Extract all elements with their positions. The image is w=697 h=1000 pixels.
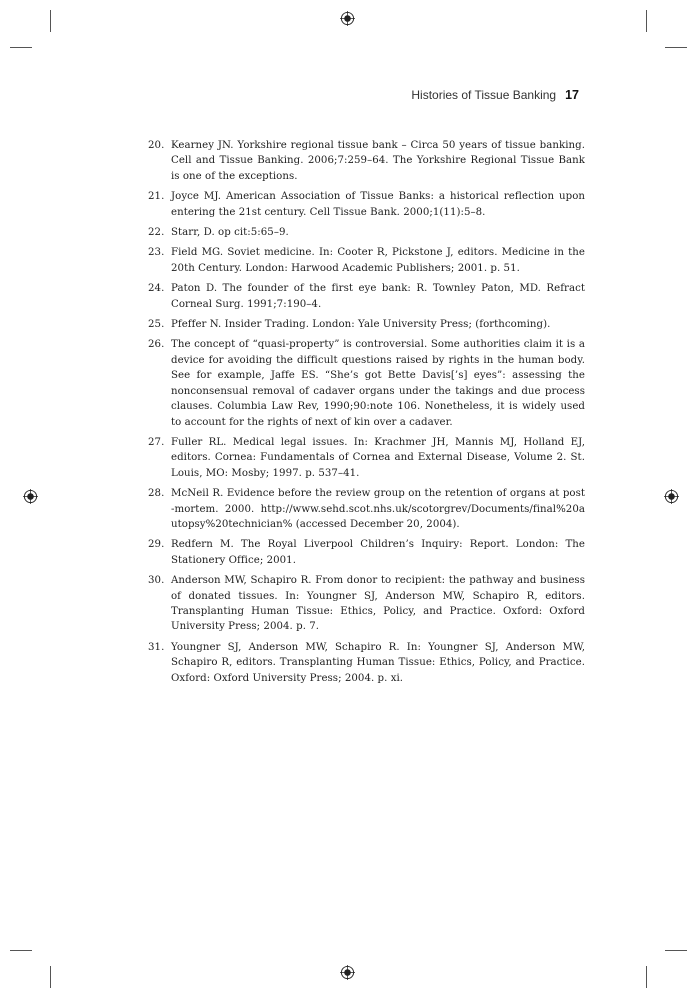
reference-item bbox=[148, 317, 585, 332]
reference-text: Fuller RL. Medical legal issues. In: Krachmer JH, Mannis MJ, Holland EJ, editors. Cornea: Fundamentals of Cornea and External Disease, Volume 2. St. Louis, MO: Mosby; 1997. p. 537–41. bbox=[171, 436, 585, 479]
reference-number: 25. bbox=[148, 319, 165, 331]
running-title: Histories of Tissue Banking bbox=[411, 88, 557, 102]
registration-mark-icon bbox=[664, 489, 679, 504]
reference-item bbox=[148, 138, 585, 184]
crop-mark-bottom-left-h bbox=[10, 950, 32, 951]
reference-number: 29. bbox=[148, 539, 165, 551]
reference-item bbox=[148, 189, 585, 220]
crop-mark-top-left-h bbox=[10, 47, 32, 48]
reference-item bbox=[148, 640, 585, 686]
reference-number: 22. bbox=[148, 227, 165, 239]
crop-mark-bottom-right bbox=[646, 966, 647, 988]
reference-text: Pfeffer N. Insider Trading. London: Yale University Press; (forthcoming). bbox=[171, 319, 551, 331]
reference-item bbox=[148, 435, 585, 481]
reference-number: 24. bbox=[148, 283, 165, 295]
reference-text: The concept of “quasi-property” is controversial. Some authorities claim it is a device for avoiding the difficult questions raised by rights in the human body. See for example, Jaffe ES. “She’s got Bette Davis[’s] eyes”: assessing the nonconsensual removal of cadaver organs under the takings and due process clauses. Columbia Law Rev, 1990;90:note 106. Nonetheless, it is widely used to account for the rights of next of kin over a cadaver. bbox=[171, 339, 585, 428]
reference-item bbox=[148, 337, 585, 429]
reference-text: Field MG. Soviet medicine. In: Cooter R, Pickstone J, editors. Medicine in the 20th Century. London: Harwood Academic Publishers; 2001. p. 51. bbox=[171, 247, 585, 274]
reference-text: Starr, D. op cit:5:65–9. bbox=[171, 227, 289, 239]
reference-text: Anderson MW, Schapiro R. From donor to recipient: the pathway and business of donated tissues. In: Youngner SJ, Anderson MW, Schapiro R, editors. Transplanting Human Tissue: Ethics, Policy, and Practice. Oxford: Oxford University Press; 2004. p. 7. bbox=[171, 575, 585, 633]
reference-item bbox=[148, 245, 585, 276]
reference-number: 30. bbox=[148, 575, 165, 587]
reference-text: Joyce MJ. American Association of Tissue Banks: a historical reflection upon entering the 21st century. Cell Tissue Bank. 2000;1(11):5–8. bbox=[171, 191, 585, 218]
crop-mark-top-right-h bbox=[665, 47, 687, 48]
reference-number: 31. bbox=[148, 641, 165, 653]
reference-number: 23. bbox=[148, 247, 165, 259]
reference-item bbox=[148, 573, 585, 635]
crop-mark-top-right bbox=[646, 10, 647, 32]
reference-number: 28. bbox=[148, 488, 165, 500]
reference-text: McNeil R. Evidence before the review group on the retention of organs at post-mortem. 2000. http://www.sehd.scot.nhs.uk/scotorgrev/Documents/final%20autopsy%20technician% (accessed December 20, 2004). bbox=[171, 488, 585, 530]
reference-item bbox=[148, 281, 585, 312]
registration-mark-icon bbox=[23, 489, 38, 504]
reference-item bbox=[148, 537, 585, 568]
reference-text: Paton D. The founder of the first eye bank: R. Townley Paton, MD. Refract Corneal Surg. 1991;7:190–4. bbox=[171, 283, 585, 310]
reference-list bbox=[148, 138, 585, 691]
reference-number: 26. bbox=[148, 339, 165, 351]
reference-text: Youngner SJ, Anderson MW, Schapiro R. In: Youngner SJ, Anderson MW, Schapiro R, editors. Transplanting Human Tissue: Ethics, Policy, and Practice. Oxford: Oxford University Press; 2004. p. xi. bbox=[171, 641, 585, 684]
reference-number: 20. bbox=[148, 140, 165, 151]
reference-item bbox=[148, 225, 585, 240]
reference-text: Kearney JN. Yorkshire regional tissue bank – Circa 50 years of tissue banking. Cell and Tissue Banking. 2006;7:259–64. The Yorkshire Regional Tissue Bank is one of the exceptions. bbox=[171, 140, 585, 182]
reference-number: 21. bbox=[148, 191, 165, 203]
reference-item bbox=[148, 486, 585, 532]
page-number: 17 bbox=[565, 88, 579, 102]
reference-number: 27. bbox=[148, 436, 165, 448]
registration-mark-icon bbox=[340, 11, 355, 26]
registration-mark-icon bbox=[340, 965, 355, 980]
running-header bbox=[411, 88, 579, 102]
crop-mark-top-left bbox=[50, 10, 51, 32]
crop-mark-bottom-right-h bbox=[665, 950, 687, 951]
reference-text: Redfern M. The Royal Liverpool Children’s Inquiry: Report. London: The Stationery Office; 2001. bbox=[171, 539, 585, 566]
crop-mark-bottom-left bbox=[50, 966, 51, 988]
